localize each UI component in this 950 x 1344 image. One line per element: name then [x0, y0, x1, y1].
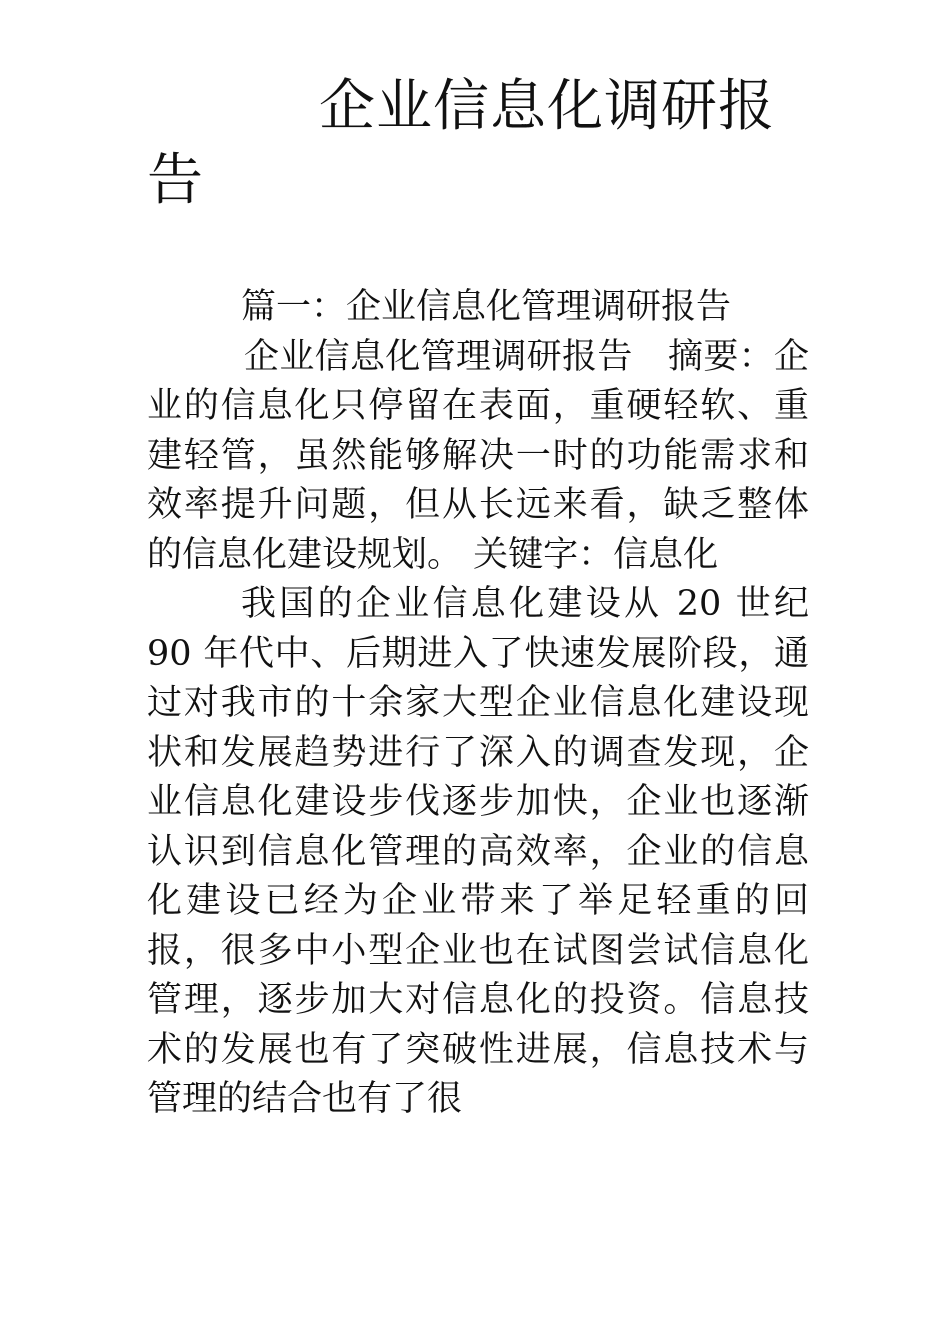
section-heading: 篇一：企业信息化管理调研报告 [241, 287, 732, 327]
document-body [147, 283, 809, 1125]
abstract-paragraph: 企业信息化管理调研报告 摘要：企业的信息化只停留在表面，重硬轻软、重建轻管，虽然能够解决一时的功能需求和效率提升问题，但从长远来看，缺乏整体的信息化建设规划。 关键字：信息化 [147, 336, 809, 575]
body-paragraph: 我国的企业信息化建设从 20 世纪 90 年代中、后期进入了快速发展阶段，通过对我市的十余家大型企业信息化建设现状和发展趋势进行了深入的调查发现，企业信息化建设步伐逐步加快，企业也逐渐认识到信息化管理的高效率，企业的信息化建设已经为企业带来了举足轻重的回报，很多中小型企业也在试图尝试信息化管理，逐步加大对信息化的投资。信息技术的发展也有了突破性进展，信息技术与管理的结合也有了很 [147, 584, 809, 1119]
document-title: 企业信息化调研报告 [147, 74, 775, 213]
